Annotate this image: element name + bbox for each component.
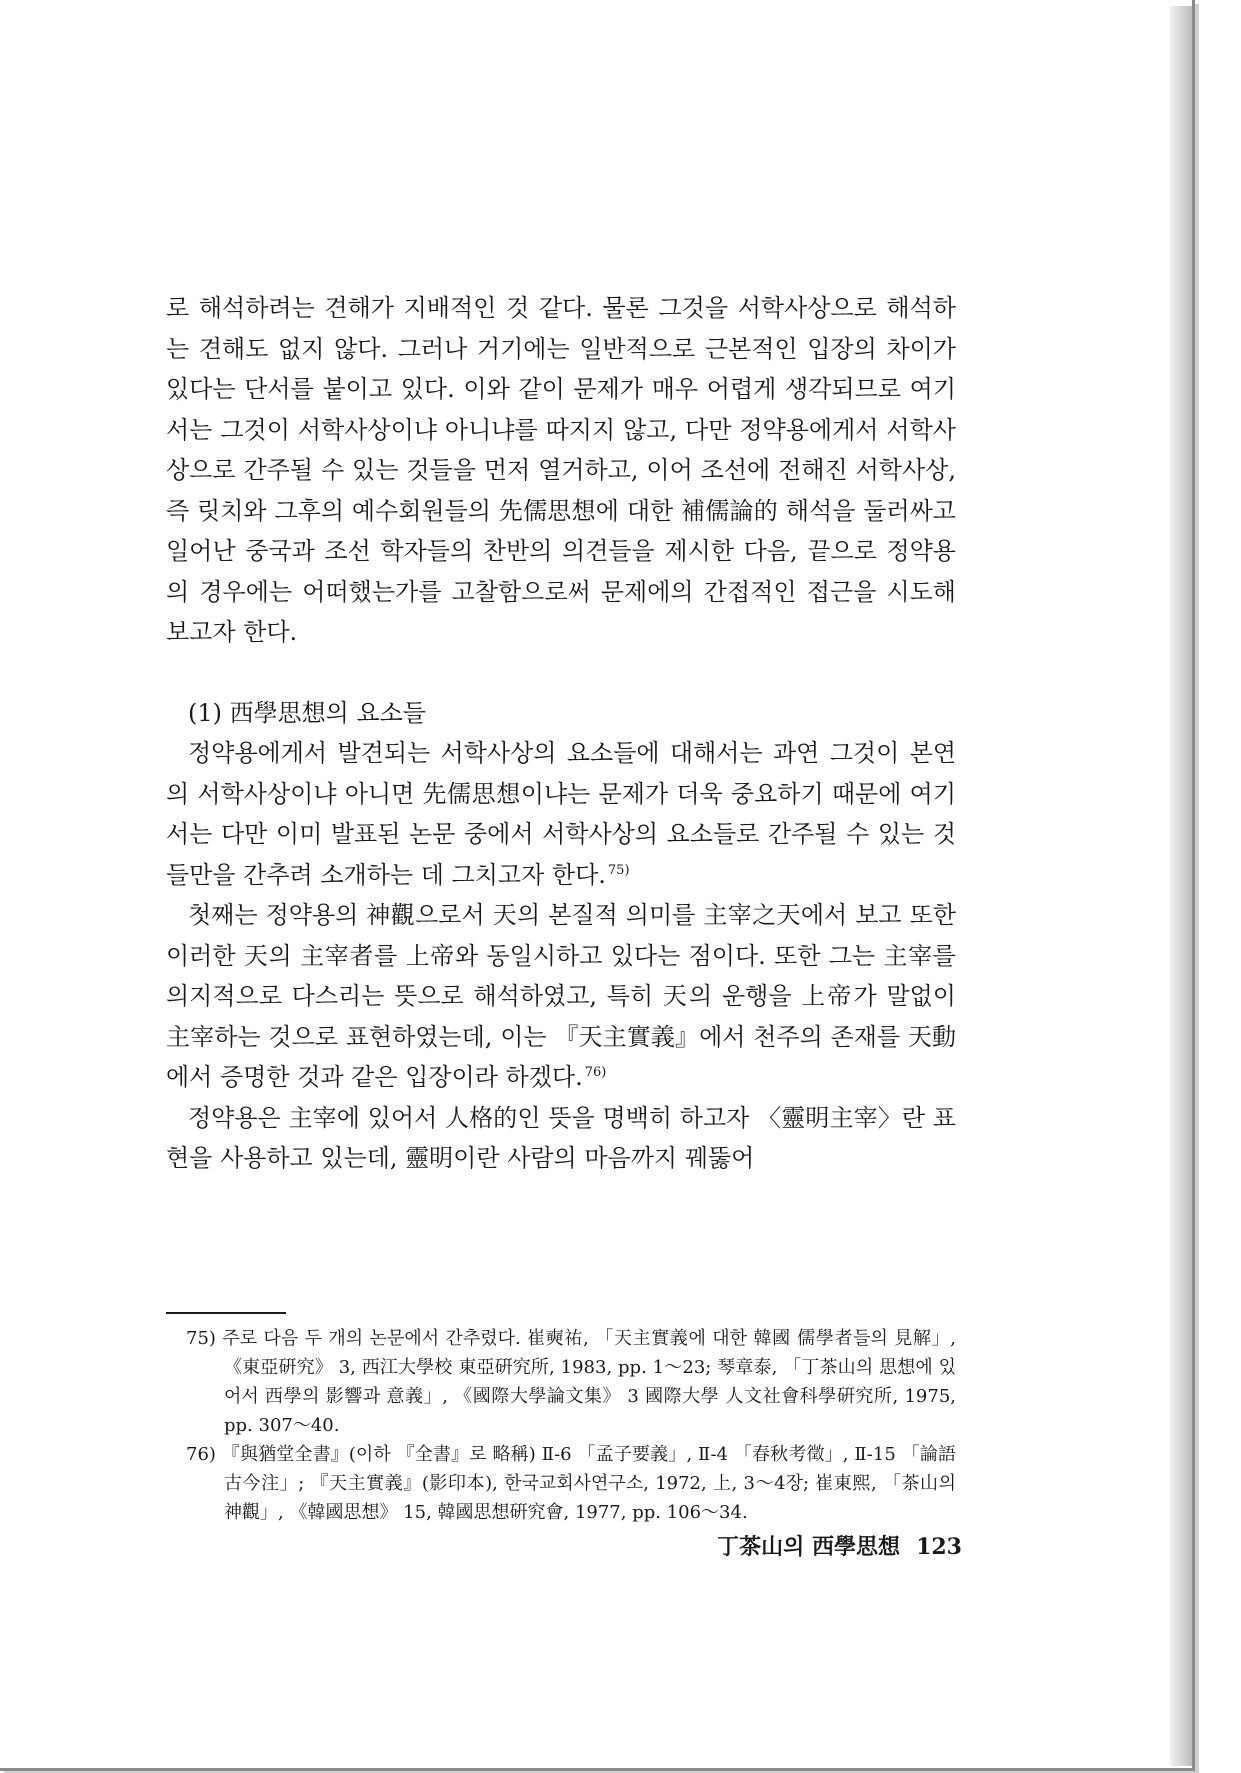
- paragraph-2-text: 정약용에게서 발견되는 서학사상의 요소들에 대해서는 과연 그것이 본연의 서학사상이냐 아니면 先儒思想이냐는 문제가 더욱 중요하기 때문에 여기서는 다만 이미 발표된 논문 중에서 서학사상의 요소들로 간주될 수 있는 것들만을 간추려 소개하는 데 그치고자 한다.: [166, 739, 956, 889]
- page-number: 123: [916, 1534, 962, 1560]
- paragraph-1: 로 해석하려는 견해가 지배적인 것 같다. 물론 그것을 서학사상으로 해석하는 견해도 없지 않다. 그러나 거기에는 일반적으로 근본적인 입장의 차이가 있다는 단서를 붙이고 있다. 이와 같이 문제가 매우 어렵게 생각되므로 여기서는 그것이 서학사상이냐 아니냐를 따지지 않고, 다만 정약용에게서 서학사상으로 간주될 수 있는 것들을 먼저 열거하고, 이어 조선에 전해진 서학사상, 즉 릿치와 그후의 예수회원들의 先儒思想에 대한 補儒論的 해석을 둘러싸고 일어난 중국과 조선 학자들의 찬반의 의견들을 제시한 다음, 끝으로 정약용의 경우에는 어떠했는가를 고찰함으로써 문제에의 간접적인 접근을 시도해 보고자 한다.: [166, 294, 956, 646]
- running-footer: [672, 1530, 962, 1561]
- paragraph-3-text: 첫째는 정약용의 神觀으로서 天의 본질적 의미를 主宰之天에서 보고 또한 이러한 天의 主宰者를 上帝와 동일시하고 있다는 점이다. 또한 그는 主宰를 의지적으로 다스리는 뜻으로 해석하였고, 특히 天의 운행을 上帝가 말없이 主宰하는 것으로 표현하였는데, 이는 『天主實義』에서 천주의 존재를 天動에서 증명한 것과 같은 입장이라 하겠다.: [166, 901, 956, 1091]
- paragraph-2: [166, 733, 956, 895]
- footnote-ref-75: 75): [607, 862, 630, 878]
- footnote-divider: [166, 1312, 286, 1314]
- main-text: [166, 288, 956, 1179]
- paragraph-4: 정약용은 主宰에 있어서 人格的인 뜻을 명백히 하고자 〈靈明主宰〉란 표현을 사용하고 있는데, 靈明이란 사람의 마음까지 꿰뚫어: [166, 1103, 956, 1172]
- section-heading: (1) 西學思想의 요소들: [188, 698, 426, 727]
- paragraph-3: [166, 895, 956, 1098]
- running-title: 丁茶山의 西學思想: [717, 1534, 901, 1560]
- footnote-75: 75) 주로 다음 두 개의 논문에서 간추렸다. 崔奭祐, 「天主實義에 대한 韓國 儒學者들의 見解」, 《東亞硏究》 3, 西江大學校 東亞硏究所, 1983, pp. 1～23; 琴章泰, 「丁茶山의 思想에 있어서 西學의 影響과 意義」, 《國際大學論文集》 3 國際大學 人文社會科學硏究所, 1975, pp. 307～40.: [186, 1328, 956, 1436]
- footnotes: [166, 1312, 956, 1527]
- footnote-ref-76: 76): [584, 1065, 607, 1080]
- footnote-76: 76) 『與猶堂全書』(이하 『全書』로 略稱) Ⅱ-6 「孟子要義」, Ⅱ-4 「春秋考徵」, Ⅱ-15 「論語古今注」; 『天主實義』(影印本), 한국교회사연구소, 1972, 上, 3～4장; 崔東熙, 「茶山의 神觀」, 《韓國思想》 15, 韓國思想硏究會, 1977, pp. 106～34.: [186, 1444, 956, 1523]
- page-edge-shadow: [1170, 6, 1192, 1766]
